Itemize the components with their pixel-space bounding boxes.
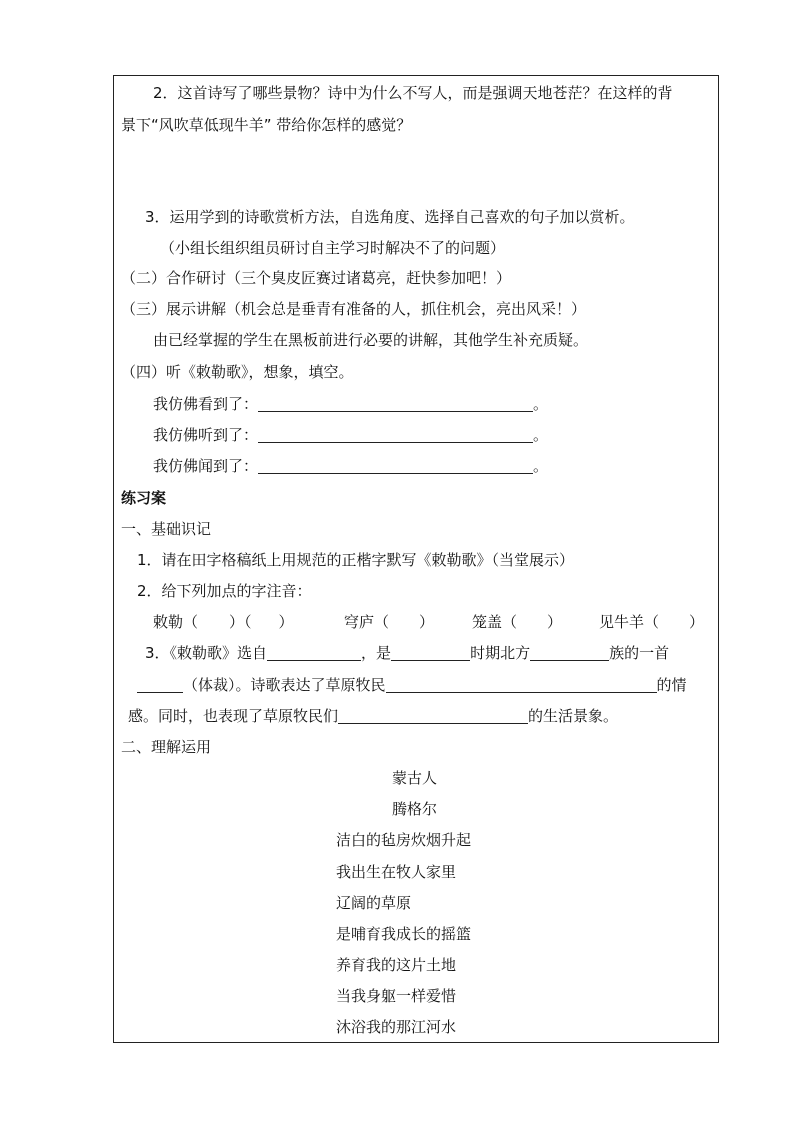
fill-see	[153, 394, 548, 414]
blank-emotion[interactable]	[386, 677, 657, 693]
question-3-note: （小组长组织组员研讨自主学习时解决不了的问题）	[160, 239, 506, 257]
exercise-item-2: 2．给下列加点的字注音：	[137, 582, 312, 600]
poem-line: 沐浴我的那江河水	[336, 1018, 457, 1036]
blank-hear[interactable]	[258, 427, 533, 443]
pinyin-item	[153, 612, 294, 632]
pinyin-bracket: ）	[689, 613, 705, 631]
section-present: （三）展示讲解（机会总是垂青有准备的人，抓住机会，亮出风采！）	[121, 300, 587, 318]
fill-smell-label: 我仿佛闻到了：	[153, 457, 259, 475]
question-2-line-1: 2．这首诗写了哪些景物？诗中为什么不写人，而是强调天地苍茫？在这样的背	[153, 84, 673, 102]
item-3-text: 感。同时，也表现了草原牧民们	[128, 707, 339, 725]
pinyin-bracket: ）	[547, 613, 563, 631]
pinyin-bracket: ）（	[229, 613, 252, 631]
part-2-heading: 二、理解运用	[121, 738, 212, 756]
fill-see-label: 我仿佛看到了：	[153, 395, 259, 413]
blank-period[interactable]	[391, 645, 470, 661]
item-3-text: （体裁）。诗歌表达了草原牧民	[183, 676, 386, 694]
poem-line: 辽阔的草原	[336, 894, 412, 912]
poem-line: 养育我的这片土地	[336, 956, 457, 974]
blank-see[interactable]	[258, 396, 533, 412]
pinyin-bracket: ）	[419, 613, 435, 631]
pinyin-word: 敕勒（	[153, 613, 199, 631]
item-3-text: 的生活景象。	[528, 707, 619, 725]
pinyin-item	[344, 612, 434, 632]
pinyin-word: 笼盖（	[472, 613, 518, 631]
exercise-item-3-line-2	[137, 675, 687, 695]
blank-ethnic[interactable]	[530, 645, 609, 661]
poem-author: 腾格尔	[392, 800, 438, 818]
blank-smell[interactable]	[258, 458, 533, 474]
fill-smell	[153, 456, 548, 476]
item-3-text: 3．《敕勒歌》选自	[145, 644, 268, 662]
blank-life-scene[interactable]	[338, 708, 528, 724]
section-present-desc: 由已经掌握的学生在黑板前进行必要的讲解，其他学生补充质疑。	[153, 331, 589, 349]
question-2-line-2: 景下“风吹草低现牛羊” 带给你怎样的感觉？	[121, 116, 412, 134]
item-3-text: 族的一首	[609, 644, 670, 662]
poem-line: 当我身躯一样爱惜	[336, 987, 457, 1005]
pinyin-word: 见牛羊（	[599, 613, 660, 631]
section-cooperate: （二）合作研讨（三个臭皮匠赛过诸葛亮，赶快参加吧！）	[121, 269, 512, 287]
poem-title: 蒙古人	[392, 769, 438, 787]
exercise-item-3-line-3	[128, 706, 618, 726]
blank-source[interactable]	[267, 645, 361, 661]
pinyin-bracket: ）	[278, 613, 294, 631]
item-3-text: 时期北方	[470, 644, 531, 662]
item-3-text: ，是	[361, 644, 392, 662]
poem-line: 是哺育我成长的摇篮	[336, 925, 472, 943]
question-3: 3．运用学到的诗歌赏析方法，自选角度、选择自己喜欢的句子加以赏析。	[145, 208, 635, 226]
section-listen: （四）听《敕勒歌》，想象，填空。	[121, 363, 354, 381]
part-1-heading: 一、基础识记	[121, 520, 212, 538]
item-3-text: 的情	[656, 676, 687, 694]
exercise-item-3-line-1	[145, 643, 669, 663]
pinyin-item	[599, 612, 704, 632]
poem-line: 我出生在牧人家里	[336, 863, 457, 881]
blank-genre[interactable]	[137, 677, 183, 693]
exercise-title: 练习案	[121, 489, 167, 507]
fill-hear-end: 。	[533, 426, 549, 444]
fill-hear-label: 我仿佛听到了：	[153, 426, 259, 444]
exercise-item-1: 1．请在田字格稿纸上用规范的正楷字默写《敕勒歌》（当堂展示）	[137, 551, 575, 569]
fill-see-end: 。	[533, 395, 549, 413]
poem-line: 洁白的毡房炊烟升起	[336, 831, 472, 849]
fill-hear	[153, 425, 548, 445]
pinyin-word: 穹庐（	[344, 613, 390, 631]
fill-smell-end: 。	[533, 457, 549, 475]
pinyin-item	[472, 612, 562, 632]
